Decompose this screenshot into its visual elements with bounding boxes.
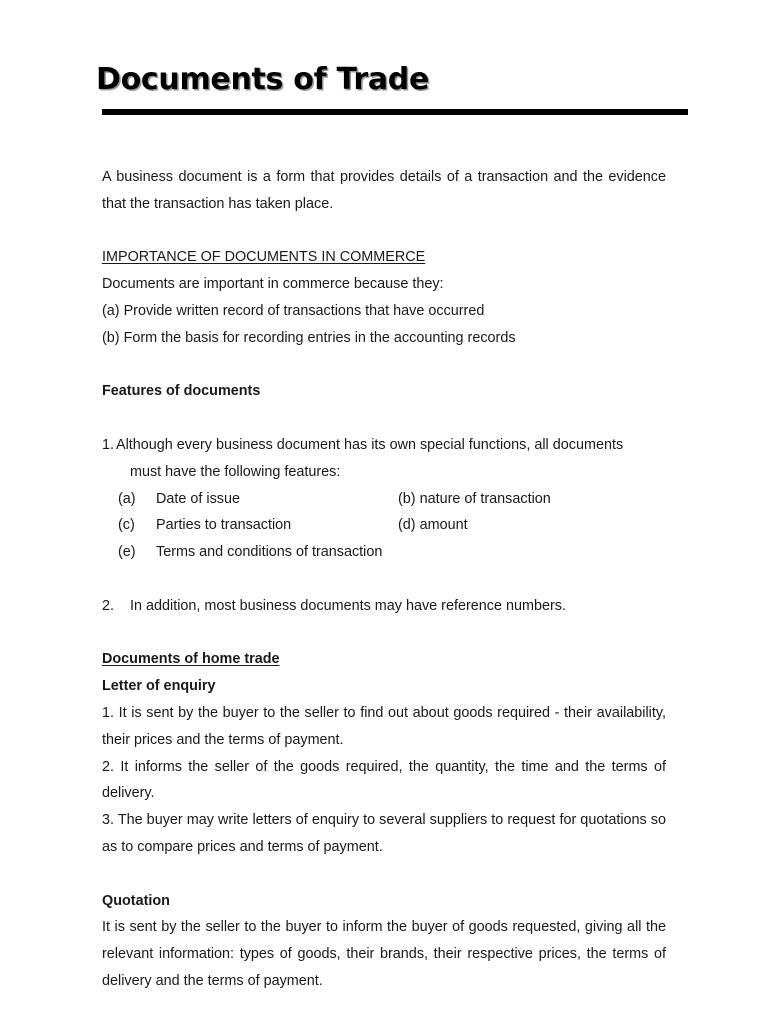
feature-text-col2: (b) nature of transaction [398,490,551,507]
quotation-paragraph: It is sent by the seller to the buyer to inform the buyer of goods requested, giving all the relevant information: types of goods, their brands, their respective prices, the terms of delivery and the terms of payment. [102,919,666,989]
feature-text: Parties to transaction [156,517,292,534]
features-point-1-text-line1: Although every business document has its own special functions, all documents [116,436,624,453]
feature-label: (c) [118,517,135,534]
features-point-1-number: 1. [102,436,115,453]
features-point-2-number: 2. [102,597,115,614]
features-grid-row [102,486,666,513]
feature-text: Date of issue [156,490,240,507]
features-point-2-text: In addition, most business documents may have reference numbers. [130,597,566,614]
letter-point-2: 2. It informs the seller of the goods required, the quantity, the time and the terms of delivery. [102,758,666,802]
features-point-1-text-line2: must have the following features: [130,463,341,480]
document-title: Documents of Trade [96,62,429,97]
importance-heading: IMPORTANCE OF DOCUMENTS IN COMMERCE [102,249,426,266]
feature-text: Terms and conditions of transaction [156,544,383,561]
importance-lead: Documents are important in commerce because they: [102,276,444,293]
features-grid-row [102,512,666,539]
features-point-2 [102,593,666,620]
quotation-heading: Quotation [102,892,170,909]
features-grid-row [102,539,666,566]
intro-paragraph: A business document is a form that provides details of a transaction and the evidence that the transaction has taken place. [102,169,666,212]
feature-label: (e) [118,544,136,561]
document-body [102,164,666,995]
features-point-1 [102,432,666,459]
letter-point-3: 3. The buyer may write letters of enquiry to several suppliers to request for quotations so as to compare prices and terms of payment. [102,812,666,855]
title-rule-divider [102,109,688,115]
features-heading: Features of documents [102,383,261,400]
feature-label: (a) [118,490,136,507]
letter-of-enquiry-heading: Letter of enquiry [102,678,216,695]
home-trade-heading: Documents of home trade [102,651,280,668]
importance-item-b: (b) Form the basis for recording entries in the accounting records [102,329,516,346]
letter-point-1: 1. It is sent by the buyer to the seller to find out about goods required - their availability, their prices and the terms of payment. [102,704,666,748]
importance-item-a: (a) Provide written record of transactions that have occurred [102,302,485,319]
feature-text-col2: (d) amount [398,517,468,534]
